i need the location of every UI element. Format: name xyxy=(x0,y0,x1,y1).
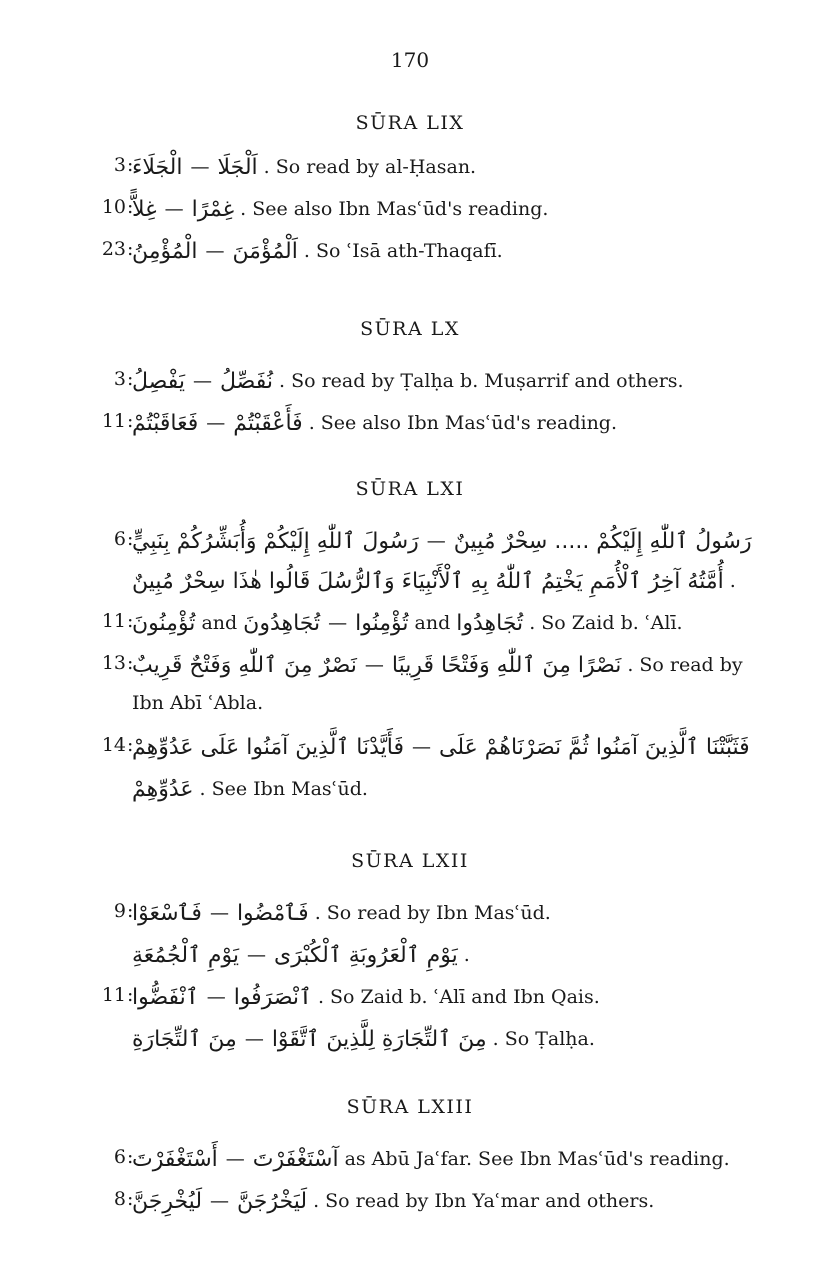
arabic-variant: تُؤْمِنُونَ xyxy=(132,610,196,636)
note-text: . See also Ibn Masʿūd's reading. xyxy=(308,412,618,434)
variant-entry: 6 : رَسُولَ ٱللّٰهِ إِلَيْكُمْ وَأُبَشِّرُكُمْ بِنَبِيٍّ — رَسُولُ ٱللّٰهِ إِلَيْكُمْ ..... سِحْرٌ مُبِينٌ xyxy=(0,522,820,560)
arabic-variant: الْمُؤْمِنُ xyxy=(132,238,198,264)
sura-heading: SŪRA LX xyxy=(360,318,460,340)
arabic-variant: يَوْمِ ٱلْجُمُعَةِ xyxy=(132,942,240,968)
note-text: as Abū Jaʿfar. See Ibn Masʿūd's reading. xyxy=(344,1148,730,1170)
note-text: . So read by xyxy=(627,654,743,676)
variant-entry-continuation: مِنَ ٱلتِّجَارَةِ — مِنَ ٱلتِّجَارَةِ لِلَّذِينَ ٱتَّقَوْا . So Ṭalḥa. xyxy=(132,1026,595,1052)
variant-entry: 11 : ٱنْفَضُّوا — ٱنْصَرَفُوا . So Zaid b. ʿAlī and Ibn Qais. xyxy=(0,978,820,1016)
sura-heading: SŪRA LXII xyxy=(351,850,469,872)
arabic-variant: غِلاًّ xyxy=(132,196,157,222)
note-text: . So read by al-Ḥasan. xyxy=(263,156,477,178)
arabic-variant: تُجَاهِدُونَ xyxy=(243,610,321,636)
verse-number: 14 xyxy=(101,734,126,756)
verse-number: 8 xyxy=(113,1188,126,1210)
arabic-reading: نَصْرًا مِنَ ٱللّٰهِ وَفَتْحًا قَرِيبًا xyxy=(391,652,622,678)
verse-number: 11 xyxy=(101,610,126,632)
arabic-variant: يَفْصِلُ xyxy=(132,368,185,394)
arabic-reading: آسْتَغْفَرْتَ xyxy=(252,1146,339,1172)
verse-number: 3 xyxy=(113,154,126,176)
variant-entry: 11 : تُؤْمِنُونَ and تُجَاهِدُونَ — تُؤْمِنُوا and تُجَاهِدُوا . So Zaid b. ʿAlī. xyxy=(0,604,820,642)
arabic-reading: ٱنْصَرَفُوا xyxy=(233,984,312,1010)
variant-entry-continuation xyxy=(0,562,820,600)
arabic-variant: الْجَلَاءَ xyxy=(132,154,183,180)
arabic-reading: تُؤْمِنُوا xyxy=(355,610,409,636)
note-text: . xyxy=(463,944,470,966)
variant-entry: 14 : فَأَيَّدْنَا ٱلَّذِينَ آمَنُوا عَلَى عَدُوِّهِمْ — فَثَبَّتْنَا ٱلَّذِينَ آمَنُوا ثُمَّ نَصَرْنَاهُمْ عَلَى xyxy=(0,728,820,766)
note-text: . xyxy=(729,570,736,592)
note-text: Ibn Abī ʿAbla. xyxy=(132,692,264,714)
page-number: 170 xyxy=(390,48,430,72)
verse-number: 9 xyxy=(113,900,126,922)
note-text: . So Zaid b. ʿAlī. xyxy=(529,612,683,634)
arabic-variant: فَٱسْعَوْا xyxy=(132,900,202,926)
arabic-variant: فَأَيَّدْنَا ٱلَّذِينَ آمَنُوا عَلَى عَدُوِّهِمْ xyxy=(132,734,405,760)
arabic-reading: يَوْمِ ٱلْعَرُوبَةِ ٱلْكُبْرَى xyxy=(274,942,458,968)
note-text: . See also Ibn Masʿūd's reading. xyxy=(240,198,549,220)
variant-entry-continuation xyxy=(0,686,820,724)
arabic-variant: لَيُخْرِجَنَّ xyxy=(132,1188,203,1214)
arabic-reading: فَثَبَّتْنَا ٱلَّذِينَ آمَنُوا ثُمَّ نَصَرْنَاهُمْ عَلَى xyxy=(439,734,750,760)
arabic-reading: أُمَّتُهُ آخِرُ ٱلْأُمَمِ يَخْتِمُ ٱللّٰهُ بِهِ ٱلْأَنْبِيَاءَ وَٱلرُّسُلَ قَالُوا هٰذَا سِحْرٌ مُبِينٌ xyxy=(132,568,724,594)
arabic-reading: رَسُولُ ٱللّٰهِ إِلَيْكُمْ ..... سِحْرٌ مُبِينٌ xyxy=(453,528,752,554)
verse-number: 3 xyxy=(113,368,126,390)
verse-number: 13 xyxy=(101,652,126,674)
variant-entry: 13 : نَصْرٌ مِنَ ٱللّٰهِ وَفَتْحٌ قَرِيبٌ — نَصْرًا مِنَ ٱللّٰهِ وَفَتْحًا قَرِيبًا . So read by xyxy=(0,646,820,684)
variant-entry: 3 : الْجَلَاءَ — اَلْجَلَا . So read by al-Ḥasan. xyxy=(0,148,820,186)
note-text: . So read by Ṭalḥa b. Muṣarrif and others. xyxy=(279,370,684,392)
sura-heading: SŪRA LXIII xyxy=(346,1096,474,1118)
sura-heading: SŪRA LIX xyxy=(355,112,465,134)
note-text: . So ʿIsā ath-Thaqafī. xyxy=(303,240,503,262)
arabic-variant: أَسْتَغْفَرْتَ xyxy=(132,1146,218,1172)
variant-entry-continuation xyxy=(0,770,820,808)
arabic-variant: ٱنْفَضُّوا xyxy=(132,984,199,1010)
arabic-reading: اَلْجَلَا xyxy=(217,154,258,180)
arabic-reading: نُفَصِّلُ xyxy=(220,368,273,394)
verse-number: 6 xyxy=(113,1146,126,1168)
conjunction: and xyxy=(414,612,451,634)
verse-number: 10 xyxy=(101,196,126,218)
arabic-reading: فَأَعْقَبْتُمْ xyxy=(233,410,303,436)
arabic-variant: رَسُولَ ٱللّٰهِ إِلَيْكُمْ وَأُبَشِّرُكُمْ بِنَبِيٍّ xyxy=(132,528,419,554)
arabic-reading: لَيَخْرُجَنَّ xyxy=(237,1188,308,1214)
variant-entry: 23 : الْمُؤْمِنُ — اَلْمُؤْمَنَ . So ʿIsā ath-Thaqafī. xyxy=(0,232,820,270)
arabic-variant: مِنَ ٱلتِّجَارَةِ xyxy=(132,1026,237,1052)
note-text: . So read by Ibn Masʿūd. xyxy=(314,902,551,924)
note-text: . So read by Ibn Yaʿmar and others. xyxy=(313,1190,655,1212)
variant-entry: 3 : يَفْصِلُ — نُفَصِّلُ . So read by Ṭalḥa b. Muṣarrif and others. xyxy=(0,362,820,400)
variant-entry: 10 : غِلاًّ — غِمْرًا . See also Ibn Masʿūd's reading. xyxy=(0,190,820,228)
arabic-variant: فَعَاقَبْتُمْ xyxy=(132,410,199,436)
note-text: . See Ibn Masʿūd. xyxy=(199,778,368,800)
arabic-reading: مِنَ ٱلتِّجَارَةِ لِلَّذِينَ ٱتَّقَوْا xyxy=(271,1026,487,1052)
arabic-variant: نَصْرٌ مِنَ ٱللّٰهِ وَفَتْحٌ قَرِيبٌ xyxy=(132,652,357,678)
variant-entry-continuation: يَوْمِ ٱلْجُمُعَةِ — يَوْمِ ٱلْعَرُوبَةِ ٱلْكُبْرَى . xyxy=(132,942,470,968)
variant-entry: 11 : فَعَاقَبْتُمْ — فَأَعْقَبْتُمْ . See also Ibn Masʿūd's reading. xyxy=(0,404,820,442)
variant-entry: 9 : فَٱسْعَوْا — فَٱمْضُوا . So read by Ibn Masʿūd. xyxy=(0,894,820,932)
verse-number: 23 xyxy=(101,238,126,260)
arabic-reading: فَٱمْضُوا xyxy=(236,900,309,926)
verse-number: 11 xyxy=(101,410,126,432)
note-text: . So Ṭalḥa. xyxy=(492,1028,595,1050)
arabic-reading: اَلْمُؤْمَنَ xyxy=(232,238,298,264)
note-text: . So Zaid b. ʿAlī and Ibn Qais. xyxy=(317,986,600,1008)
conjunction: and xyxy=(201,612,238,634)
variant-entry: 6 : أَسْتَغْفَرْتَ — آسْتَغْفَرْتَ as Abū Jaʿfar. See Ibn Masʿūd's reading. xyxy=(0,1140,820,1178)
arabic-reading: غِمْرًا xyxy=(191,196,235,222)
arabic-reading: عَدُوِّهِمْ xyxy=(132,776,194,802)
verse-number: 6 xyxy=(113,528,126,550)
verse-number: 11 xyxy=(101,984,126,1006)
variant-entry: 8 : لَيُخْرِجَنَّ — لَيَخْرُجَنَّ . So read by Ibn Yaʿmar and others. xyxy=(0,1182,820,1220)
sura-heading: SŪRA LXI xyxy=(355,478,465,500)
arabic-reading: تُجَاهِدُوا xyxy=(456,610,524,636)
